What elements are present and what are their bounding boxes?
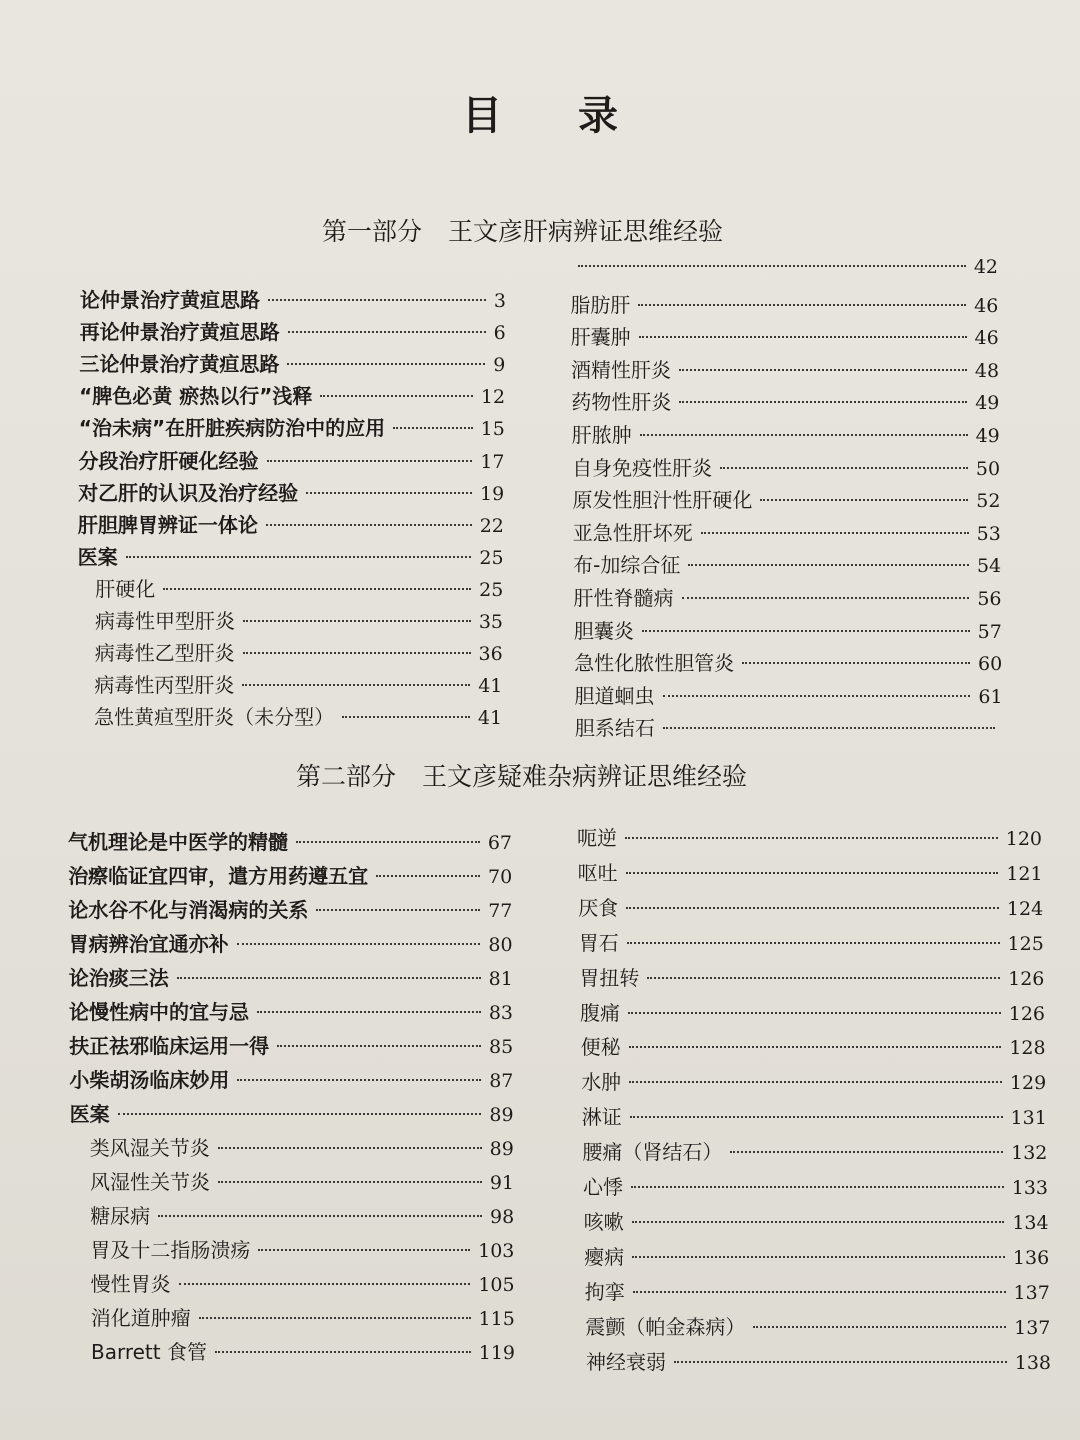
toc-entry-title: 神经衰弱 [586,1349,666,1374]
toc-entry [581,1066,1046,1095]
toc-entry [572,419,1000,448]
toc-entry-page: 83 [488,1002,513,1024]
toc-entry [94,701,502,730]
toc-entry-title: 再论仲景治疗黄疸思路 [79,320,280,345]
leader-dots [633,1291,1006,1293]
toc-entry [90,1166,514,1195]
toc-entry-title: 脂肪肝 [570,292,631,317]
toc-entry-page: 121 [1006,862,1043,885]
toc-entry-title: 肝胆脾胃辨证一体论 [77,512,258,537]
toc-entry-title: Barrett 食管 [91,1340,207,1364]
toc-entry-page: 52 [976,490,1001,513]
toc-entry-page: 41 [477,707,503,730]
toc-entry [575,680,1003,709]
leader-dots [720,467,968,469]
toc-entry-page: 49 [975,425,1000,447]
toc-entry-title: 胆囊炎 [573,618,634,643]
toc-entry-page: 81 [488,968,513,990]
toc-entry [68,860,512,889]
toc-entry-title: 气机理论是中医学的精髓 [68,830,288,854]
leader-dots [376,875,480,877]
leader-dots [679,369,967,371]
toc-entry-page: 89 [489,1104,514,1126]
toc-entry-page: 54 [976,555,1002,578]
toc-entry [78,509,504,538]
toc-entry [572,484,1000,513]
toc-entry [586,1346,1051,1375]
leader-dots [628,1012,1001,1014]
leader-dots [243,652,471,654]
toc-entry-title: 三论仲景治疗黄疸思路 [79,352,280,377]
toc-entry-page: 19 [480,482,505,505]
leader-dots [296,841,480,843]
toc-entry [584,1241,1049,1270]
toc-entry-page: 137 [1014,1316,1051,1339]
toc-entry [78,477,504,506]
toc-entry-page: 42 [973,256,998,278]
toc-entry-page: 87 [489,1070,514,1092]
leader-dots [126,556,472,558]
leader-dots [177,977,481,979]
leader-dots [638,304,966,306]
toc-entry-page: 49 [975,392,1000,415]
leader-dots [288,331,486,333]
toc-entry-page: 89 [489,1138,514,1160]
leader-dots [701,532,969,534]
toc-entry-title: 酒精性肝炎 [571,357,672,382]
toc-entry-page: 6 [493,322,506,345]
toc-entry-title: 论慢性病中的宜与忌 [69,1000,249,1024]
toc-entry-page: 56 [977,588,1002,610]
toc-entry-title: 亚急性肝坏死 [572,520,693,545]
toc-entry-title: 对乙肝的认识及治疗经验 [78,480,299,505]
toc-entry-page: 50 [975,457,1001,480]
toc-entry-page: 132 [1011,1142,1048,1165]
part2-heading [296,757,747,793]
toc-entry-page: 77 [488,900,513,922]
toc-entry-title: 糖尿病 [90,1204,151,1228]
toc-entry-page: 22 [479,514,504,537]
toc-entry-page: 129 [1009,1072,1047,1095]
part1-name: 王文彦肝病辨证思维经验 [448,217,724,246]
toc-entry [90,1132,514,1161]
leader-dots [179,1283,471,1285]
toc-entry [579,927,1044,956]
title-char-2: 录 [578,93,618,139]
leader-dots [730,1151,1003,1153]
toc-entry-title: 瘿病 [584,1244,625,1269]
toc-entry-title: 胃病辨治宜通亦补 [68,932,229,956]
part2-name: 王文彦疑难杂病辨证思维经验 [422,762,748,791]
toc-entry [95,637,503,666]
toc-entry-page: 119 [478,1342,515,1364]
toc-entry [80,316,506,345]
leader-dots [674,1361,1007,1363]
toc-entry [70,1098,514,1127]
toc-entry [582,1136,1047,1165]
title-char-1: 目 [462,93,502,139]
toc-entry [574,615,1002,644]
toc-entry-page: 61 [978,685,1003,708]
toc-entry-page: 53 [976,522,1001,545]
toc-entry [578,892,1043,921]
toc-entry-title: 论治痰三法 [68,966,169,990]
leader-dots [316,909,480,911]
leader-dots [268,299,486,301]
leader-dots [629,1046,1002,1048]
leader-dots [640,434,968,436]
toc-entry [80,284,506,313]
leader-dots [626,907,999,909]
toc-entry-page: 17 [480,450,505,473]
toc-entry [573,549,1001,578]
toc-entry-title: 胃及十二指肠溃疡 [90,1238,251,1262]
leader-dots [632,1256,1005,1258]
leader-dots [257,1011,481,1013]
toc-entry-page: 105 [478,1274,515,1296]
toc-entry-page: 98 [490,1206,515,1228]
toc-entry [571,386,999,415]
leader-dots [642,630,970,632]
leader-dots [320,395,473,397]
leader-dots [753,1326,1006,1328]
toc-entry-title: 腹痛 [580,1000,620,1025]
toc-entry-page: 57 [977,620,1002,643]
toc-entry [79,445,505,474]
leader-dots [267,460,473,462]
toc-entry-title: 原发性胆汁性肝硬化 [572,488,753,513]
leader-dots [199,1317,471,1319]
toc-entry [585,1276,1050,1305]
toc-entry-page: 128 [1009,1037,1046,1060]
toc-entry-title: 肝囊肿 [570,325,631,350]
leader-dots [639,336,967,338]
toc-entry-title: 扶正祛邪临床运用一得 [69,1034,270,1058]
leader-dots [626,872,999,874]
toc-entry-title: 急性黄疸型肝炎（未分型） [94,705,335,730]
part2-number: 第二部分 [296,762,397,791]
toc-entry-page: 103 [478,1240,515,1262]
toc-entry [69,1064,513,1093]
toc-entry-page: 120 [1005,828,1042,850]
leader-dots [632,1221,1005,1223]
leader-dots [625,837,998,839]
toc-entry [91,1268,515,1297]
toc-entry-title: 胆系结石 [574,716,655,741]
toc-entry [582,1101,1047,1130]
toc-entry [575,712,1003,741]
toc-entry-page: 36 [478,643,503,666]
toc-entry-page: 136 [1012,1246,1050,1269]
toc-entry [95,573,503,602]
toc-entry-title: 风湿性关节炎 [90,1170,210,1194]
leader-dots [237,1079,481,1081]
toc-entry-page: 85 [489,1036,514,1058]
toc-entry-page: 67 [487,832,512,854]
leader-dots [163,588,471,590]
toc-entry [91,1336,515,1365]
toc-entry-title: 类风湿关节炎 [89,1136,210,1160]
toc-entry [573,517,1001,546]
leader-dots [258,1249,470,1251]
toc-entry-page: 125 [1007,932,1044,955]
toc-entry [581,1031,1046,1060]
toc-entry-title: 医案 [69,1102,110,1126]
toc-entry-title: 胆道蛔虫 [574,683,655,708]
toc-entry [68,826,512,855]
leader-dots [760,499,968,501]
toc-entry [577,822,1042,851]
toc-entry-title: 淋证 [581,1105,622,1130]
toc-entry-page: 133 [1011,1177,1048,1199]
toc-entry-title: 病毒性丙型肝炎 [94,673,235,698]
toc-entry-title: 心悸 [583,1175,623,1199]
toc-entry [94,669,502,698]
toc-entry-title: 呕吐 [577,860,618,885]
toc-entry-title: 论仲景治疗黄疸思路 [80,288,260,312]
leader-dots [647,977,1000,979]
toc-entry-title: 厌食 [578,895,619,920]
toc-entry-title: 慢性胃炎 [90,1272,171,1296]
leader-dots [742,662,970,664]
leader-dots [287,363,485,365]
toc-entry-title: 病毒性乙型肝炎 [94,641,235,666]
toc-entry [570,289,998,318]
toc-entry-page: 46 [974,327,999,350]
toc-entry [571,321,999,350]
part1-number: 第一部分 [322,217,423,246]
toc-entry-title: 胃石 [578,930,619,955]
toc-entry [91,1302,515,1331]
toc-entry [574,647,1002,676]
toc-entry [572,452,1000,481]
toc-entry [79,348,505,377]
toc-entry-page: 126 [1008,967,1045,990]
toc-entry-title: 便秘 [580,1035,621,1060]
toc-entry-title: “治未病”在肝脏疾病防治中的应用 [78,416,386,441]
toc-entry [69,996,513,1025]
toc-entry [90,1234,514,1263]
leader-dots [679,401,967,403]
toc-entry-page: 60 [978,653,1003,676]
toc-entry [69,928,513,957]
toc-entry [579,962,1044,991]
toc-entry-title: 腰痛（肾结石） [582,1140,723,1165]
toc-entry [585,1311,1050,1340]
leader-dots [218,1147,482,1149]
leader-dots [277,1045,481,1047]
leader-dots [218,1181,482,1183]
toc-entry-page: 41 [478,675,503,698]
leader-dots [118,1113,482,1115]
leader-dots [688,564,969,566]
toc-entry [571,354,999,383]
part1-heading [322,212,723,248]
leader-dots [342,716,470,718]
toc-entry-title: 呃逆 [577,826,617,850]
toc-entry [78,541,504,570]
toc-entry-title: 布-加综合征 [573,553,681,578]
toc-entry-page: 9 [493,354,506,377]
toc-entry [574,582,1002,611]
toc-entry [578,857,1043,886]
toc-entry-page: 137 [1013,1281,1050,1304]
toc-entry-title: 小柴胡汤临床妙用 [69,1068,230,1092]
toc-entry-page: 124 [1006,897,1044,920]
toc-entry-title: 治瘵临证宜四审，遣方用药遵五宜 [68,864,369,888]
toc-entry-title: 药物性肝炎 [571,390,672,415]
toc-entry-title: 胃扭转 [579,965,640,990]
leader-dots [393,427,473,429]
toc-entry-title: 论水谷不化与消渴病的关系 [68,898,309,922]
toc-entry-title: “脾色必黄 瘀热以行”浅释 [79,384,313,409]
toc-entry [79,412,505,441]
toc-entry-page: 12 [480,386,506,409]
toc-entry [69,962,513,991]
toc-entry-title: 肝性脊髓病 [573,586,674,610]
toc-entry-page: 80 [488,934,513,956]
leader-dots [158,1215,482,1217]
leader-dots [237,943,481,945]
toc-entry [570,256,998,278]
leader-dots [266,524,472,526]
toc-entry [79,380,505,409]
toc-entry-page: 35 [478,611,503,633]
toc-entry-page: 131 [1010,1107,1047,1130]
toc-entry [90,1200,514,1229]
leader-dots [682,597,970,599]
toc-entry-title: 咳嗽 [583,1209,624,1234]
leader-dots [242,684,470,686]
toc-entry-page: 126 [1008,1002,1045,1025]
toc-entry-title: 自身免疫性肝炎 [572,455,713,480]
toc-entry-title: 病毒性甲型肝炎 [95,609,235,633]
toc-entry-title: 医案 [77,544,118,569]
page-title [0,84,1080,141]
toc-entry-page: 91 [489,1172,514,1194]
leader-dots [663,727,995,729]
toc-entry-page: 48 [974,359,1000,382]
leader-dots [630,1116,1003,1118]
toc-entry-page: 3 [493,290,506,312]
leader-dots [215,1351,471,1353]
toc-entry-title: 分段治疗肝硬化经验 [78,448,259,473]
toc-entry [580,997,1045,1026]
toc-entry-page: 46 [974,294,999,317]
toc-entry-page: 115 [478,1308,515,1330]
leader-dots [306,492,472,494]
toc-entry-page: 25 [479,546,504,569]
toc-entry-page: 15 [480,418,505,441]
leader-dots [631,1186,1004,1188]
toc-entry-page: 138 [1014,1351,1051,1374]
toc-entry-title: 肝脓肿 [571,423,632,447]
toc-entry-page: 70 [488,866,513,888]
toc-entry-title: 急性化脓性胆管炎 [574,651,735,676]
toc-entry [69,1030,513,1059]
toc-entry-title: 消化道肿瘤 [90,1306,191,1330]
toc-entry-page: 134 [1012,1211,1049,1234]
toc-entry-page: 25 [479,578,504,601]
leader-dots [627,942,1000,944]
leader-dots [578,265,966,267]
toc-entry [95,605,503,634]
leader-dots [243,620,471,622]
toc-entry-title: 水肿 [581,1070,622,1095]
toc-entry [584,1206,1049,1235]
toc-entry-title: 拘挛 [584,1279,625,1304]
toc-entry [68,894,512,923]
toc-entry-title: 肝硬化 [95,576,156,601]
toc-entry [583,1171,1048,1200]
leader-dots [663,695,971,697]
toc-entry-title: 震颤（帕金森病） [585,1314,746,1339]
leader-dots [629,1081,1002,1083]
